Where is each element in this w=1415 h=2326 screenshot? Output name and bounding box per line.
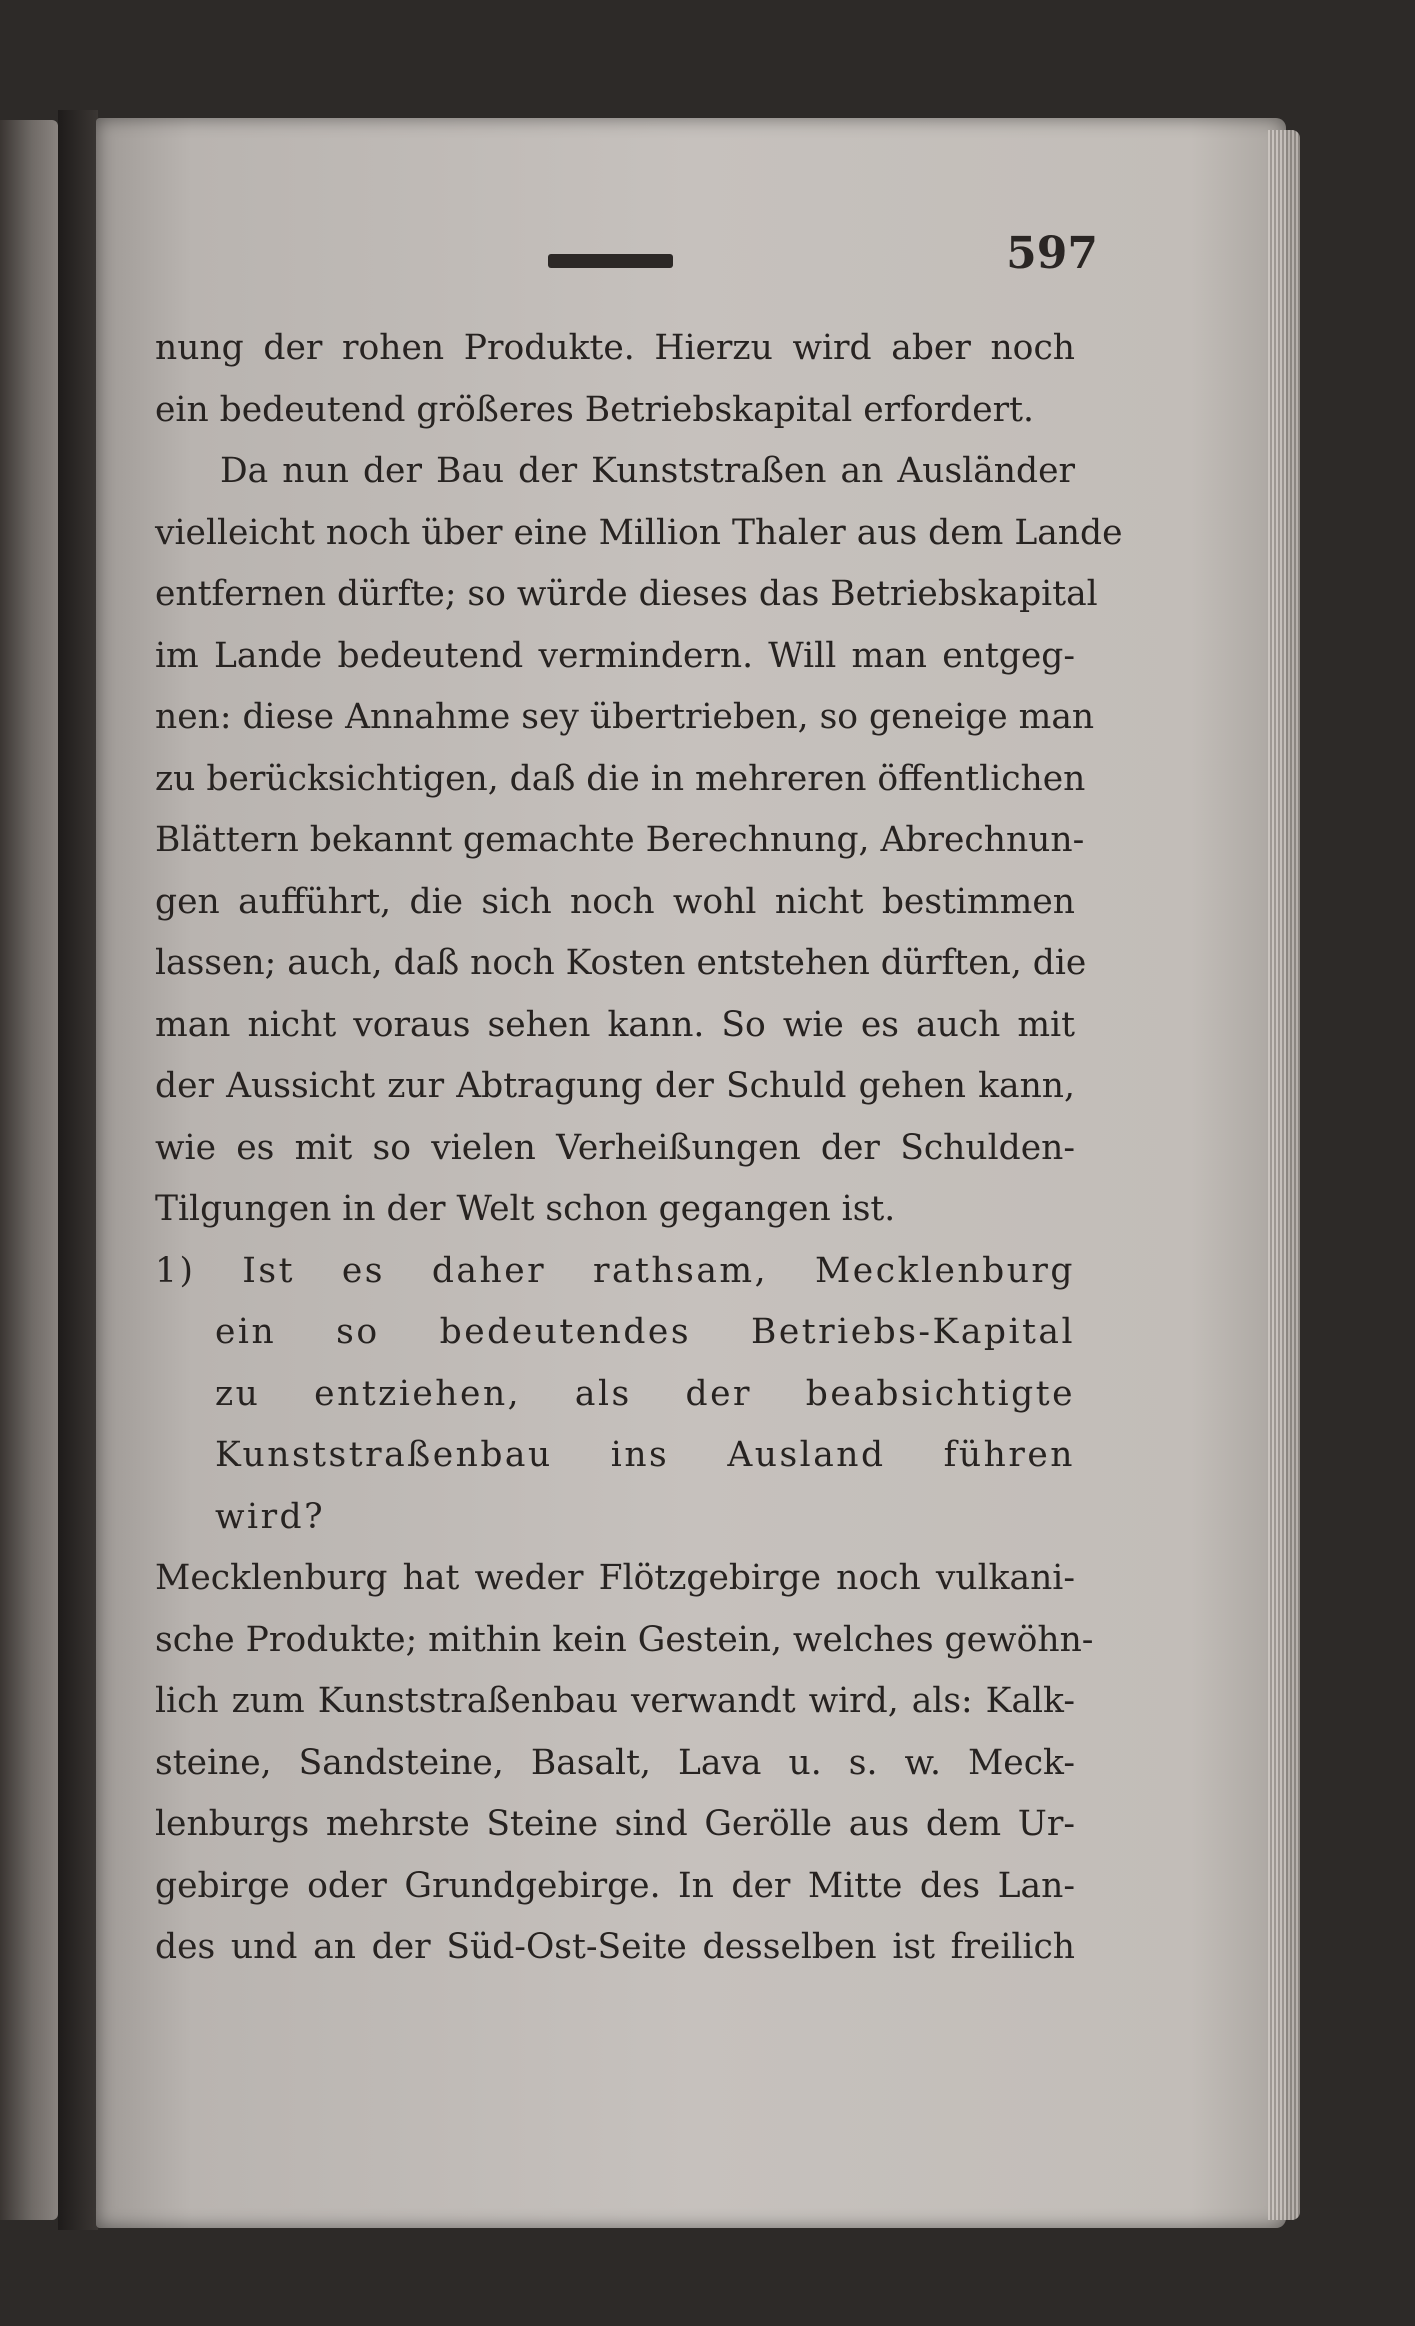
page-stack-edges xyxy=(1268,130,1300,2220)
text-line: gebirge oder Grundgebirge. In der Mitte des Lan- xyxy=(155,1865,1075,1906)
text-line: im Lande bedeutend vermindern. Will man entgeg- xyxy=(155,635,1075,676)
text-line: man nicht voraus sehen kann. So wie es auch mit xyxy=(155,1004,1075,1045)
previous-page-edge xyxy=(0,120,58,2220)
list-item-heading: 1) Ist es daher rathsam, Mecklenburg xyxy=(155,1250,1075,1291)
text-line: lenburgs mehrste Steine sind Gerölle aus dem Ur- xyxy=(155,1804,1075,1844)
text-line: Blättern bekannt gemachte Berechnung, Abrechnun- xyxy=(155,820,1085,860)
body-text xyxy=(155,318,1123,1979)
text-line: zu berücksichtigen, daß die in mehreren öffentlichen xyxy=(155,758,1086,799)
text-line: vielleicht noch über eine Million Thaler aus dem Lande xyxy=(155,512,1123,553)
list-item-heading: ein so bedeutendes Betriebs-Kapital xyxy=(215,1312,1075,1352)
text-line: Da nun der Bau der Kunststraßen an Ausländer xyxy=(220,451,1075,491)
list-item-heading: zu entziehen, als der beabsichtigte xyxy=(215,1373,1075,1414)
text-line: steine, Sandsteine, Basalt, Lava u. s. w. Meck- xyxy=(155,1742,1075,1783)
text-line: gen aufführt, die sich noch wohl nicht bestimmen xyxy=(155,881,1075,922)
text-line: Mecklenburg hat weder Flötzgebirge noch vulkani- xyxy=(155,1558,1075,1598)
book-gutter xyxy=(58,110,98,2230)
text-line: des und an der Süd-Ost-Seite desselben ist freilich xyxy=(155,1927,1075,1967)
text-line: ein bedeutend größeres Betriebskapital erfordert. xyxy=(155,389,1034,430)
list-item-heading: Kunststraßenbau ins Ausland führen xyxy=(215,1435,1075,1475)
text-line: nung der rohen Produkte. Hierzu wird aber noch xyxy=(155,328,1075,368)
text-line: lich zum Kunststraßenbau verwandt wird, als: Kalk- xyxy=(155,1681,1075,1721)
text-line: sche Produkte; mithin kein Gestein, welches gewöhn- xyxy=(155,1619,1094,1660)
page-number: 597 xyxy=(1006,228,1098,279)
text-line: nen: diese Annahme sey übertrieben, so geneige man xyxy=(155,697,1095,737)
text-line: der Aussicht zur Abtragung der Schuld gehen kann, xyxy=(155,1066,1075,1106)
text-line: entfernen dürfte; so würde dieses das Betriebskapital xyxy=(155,574,1098,614)
list-item-heading: wird? xyxy=(215,1496,326,1537)
text-line: lassen; auch, daß noch Kosten entstehen dürften, die xyxy=(155,943,1087,983)
text-line: Tilgungen in der Welt schon gegangen ist. xyxy=(155,1189,896,1229)
text-line: wie es mit so vielen Verheißungen der Schulden- xyxy=(155,1127,1075,1168)
header-ornament xyxy=(548,254,673,268)
